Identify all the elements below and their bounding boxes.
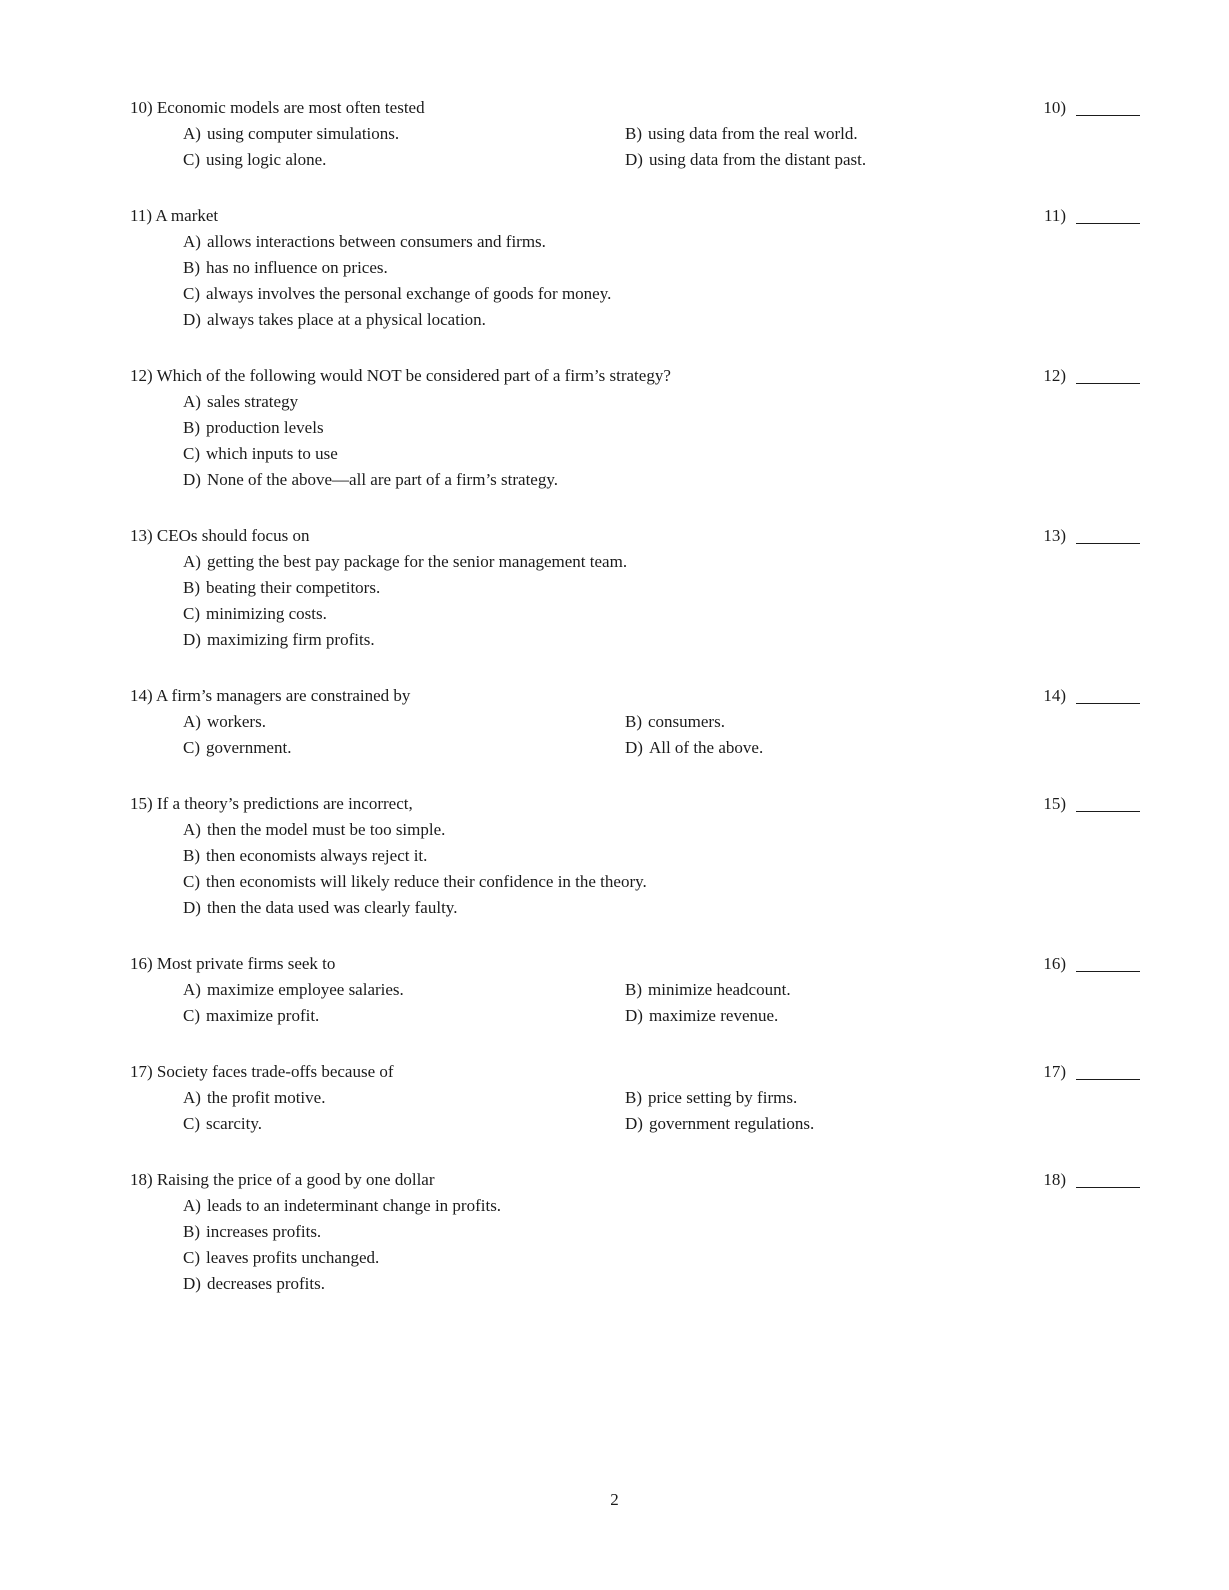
choice-C <box>183 1003 625 1029</box>
choice-D <box>625 1111 1140 1137</box>
answer-blank <box>1076 527 1140 544</box>
question-11 <box>130 203 1140 333</box>
question-stem: 15) If a theory’s predictions are incorrect, <box>130 794 413 813</box>
choices <box>183 1085 1140 1137</box>
choice-text: maximizing firm profits. <box>206 630 375 649</box>
choice-A <box>183 229 1140 255</box>
answer-blank <box>1076 207 1140 224</box>
choices <box>183 977 1140 1029</box>
choice-label: B) <box>183 846 200 865</box>
choices <box>183 817 1140 921</box>
choice-C <box>183 735 625 761</box>
answer-number: 18) <box>1043 1170 1066 1189</box>
choice-text: the profit motive. <box>206 1088 326 1107</box>
choice-D <box>183 627 1140 653</box>
answer-slot <box>1043 791 1140 817</box>
answer-number: 16) <box>1043 954 1066 973</box>
choice-label: A) <box>183 552 201 571</box>
answer-slot <box>1043 683 1140 709</box>
choice-label: D) <box>625 150 643 169</box>
choice-text: leads to an indeterminant change in profits. <box>206 1196 502 1215</box>
choice-label: C) <box>183 150 200 169</box>
choice-label: B) <box>183 418 200 437</box>
question-stem: 12) Which of the following would NOT be considered part of a firm’s strategy? <box>130 366 671 385</box>
answer-number: 10) <box>1043 98 1066 117</box>
choice-text: leaves profits unchanged. <box>206 1248 380 1267</box>
answer-blank <box>1076 687 1140 704</box>
question-10 <box>130 95 1140 173</box>
answer-number: 11) <box>1043 206 1066 225</box>
choice-label: A) <box>183 1196 201 1215</box>
answer-number: 13) <box>1043 526 1066 545</box>
answer-slot <box>1043 1167 1140 1193</box>
choice-C <box>183 1245 1140 1271</box>
choice-B <box>625 977 1140 1003</box>
choice-text: maximize profit. <box>206 1006 320 1025</box>
choice-label: A) <box>183 1088 201 1107</box>
choice-C <box>183 281 1140 307</box>
choice-label: C) <box>183 738 200 757</box>
choice-label: C) <box>183 1006 200 1025</box>
choice-label: B) <box>625 712 642 731</box>
choice-D <box>183 1271 1140 1297</box>
choice-label: D) <box>183 1274 201 1293</box>
choice-label: B) <box>183 578 200 597</box>
choice-text: then economists always reject it. <box>206 846 428 865</box>
choice-D <box>625 735 1140 761</box>
question-17 <box>130 1059 1140 1137</box>
choices <box>183 549 1140 653</box>
choice-A <box>183 121 625 147</box>
choice-text: getting the best pay package for the senior management team. <box>206 552 628 571</box>
choice-B <box>625 709 1140 735</box>
choice-B <box>183 843 1140 869</box>
choice-text: government. <box>206 738 292 757</box>
choice-label: B) <box>625 124 642 143</box>
choice-text: production levels <box>206 418 324 437</box>
question-13 <box>130 523 1140 653</box>
choice-label: C) <box>183 872 200 891</box>
choice-text: using computer simulations. <box>206 124 400 143</box>
choice-D <box>183 895 1140 921</box>
question-stem: 10) Economic models are most often tested <box>130 98 425 117</box>
choice-label: D) <box>625 738 643 757</box>
choice-label: C) <box>183 444 200 463</box>
question-16 <box>130 951 1140 1029</box>
choice-label: A) <box>183 712 201 731</box>
question-stem: 18) Raising the price of a good by one dollar <box>130 1170 435 1189</box>
choice-C <box>183 147 625 173</box>
answer-number: 12) <box>1043 366 1066 385</box>
choice-A <box>183 549 1140 575</box>
answer-number: 15) <box>1043 794 1066 813</box>
choice-A <box>183 977 625 1003</box>
choice-text: sales strategy <box>206 392 299 411</box>
choice-label: C) <box>183 1114 200 1133</box>
choice-B <box>625 121 1140 147</box>
choice-A <box>183 817 1140 843</box>
choice-D <box>625 1003 1140 1029</box>
choice-label: B) <box>625 980 642 999</box>
choice-text: using data from the distant past. <box>648 150 867 169</box>
choice-A <box>183 1193 1140 1219</box>
choice-label: D) <box>183 898 201 917</box>
question-12 <box>130 363 1140 493</box>
choices <box>183 121 1140 173</box>
choice-label: D) <box>183 310 201 329</box>
choice-text: scarcity. <box>206 1114 263 1133</box>
choices <box>183 709 1140 761</box>
choice-B <box>625 1085 1140 1111</box>
choice-B <box>183 1219 1140 1245</box>
choice-D <box>625 147 1140 173</box>
question-14 <box>130 683 1140 761</box>
choices <box>183 389 1140 493</box>
choice-A <box>183 389 1140 415</box>
choice-label: C) <box>183 284 200 303</box>
choice-label: A) <box>183 392 201 411</box>
choice-text: then the data used was clearly faulty. <box>206 898 458 917</box>
question-stem: 13) CEOs should focus on <box>130 526 310 545</box>
choice-text: None of the above—all are part of a firm’s strategy. <box>206 470 558 489</box>
choice-text: beating their competitors. <box>206 578 381 597</box>
choice-text: using logic alone. <box>206 150 327 169</box>
choice-text: All of the above. <box>648 738 764 757</box>
choice-D <box>183 307 1140 333</box>
choice-text: minimize headcount. <box>648 980 791 999</box>
choice-label: C) <box>183 604 200 623</box>
choice-C <box>183 869 1140 895</box>
answer-blank <box>1076 1171 1140 1188</box>
choice-label: B) <box>625 1088 642 1107</box>
answer-number: 17) <box>1043 1062 1066 1081</box>
choice-label: B) <box>183 258 200 277</box>
choice-text: using data from the real world. <box>648 124 858 143</box>
choice-text: maximize revenue. <box>648 1006 779 1025</box>
choice-label: C) <box>183 1248 200 1267</box>
choice-text: has no influence on prices. <box>206 258 388 277</box>
choice-label: D) <box>183 630 201 649</box>
choice-C <box>183 441 1140 467</box>
question-stem: 17) Society faces trade-offs because of <box>130 1062 394 1081</box>
choice-label: A) <box>183 980 201 999</box>
answer-slot <box>1044 203 1140 229</box>
answer-slot <box>1043 363 1140 389</box>
choice-label: D) <box>183 470 201 489</box>
question-stem: 11) A market <box>130 206 219 225</box>
choice-B <box>183 575 1140 601</box>
choice-label: A) <box>183 124 201 143</box>
choices <box>183 229 1140 333</box>
choice-C <box>183 1111 625 1137</box>
choice-text: always involves the personal exchange of goods for money. <box>206 284 612 303</box>
answer-slot <box>1043 95 1140 121</box>
choice-text: always takes place at a physical location. <box>206 310 486 329</box>
question-15 <box>130 791 1140 921</box>
answer-slot <box>1043 1059 1140 1085</box>
choice-text: decreases profits. <box>206 1274 325 1293</box>
choice-A <box>183 1085 625 1111</box>
question-18 <box>130 1167 1140 1297</box>
choice-label: A) <box>183 820 201 839</box>
answer-blank <box>1076 795 1140 812</box>
choice-text: increases profits. <box>206 1222 322 1241</box>
choice-label: B) <box>183 1222 200 1241</box>
choice-label: A) <box>183 232 201 251</box>
choice-text: minimizing costs. <box>206 604 327 623</box>
choice-text: workers. <box>206 712 266 731</box>
choice-B <box>183 415 1140 441</box>
answer-blank <box>1076 367 1140 384</box>
page-number: 2 <box>610 1490 619 1509</box>
choice-B <box>183 255 1140 281</box>
choice-label: D) <box>625 1006 643 1025</box>
choice-C <box>183 601 1140 627</box>
answer-number: 14) <box>1043 686 1066 705</box>
choice-text: then the model must be too simple. <box>206 820 446 839</box>
question-stem: 16) Most private firms seek to <box>130 954 336 973</box>
answer-blank <box>1076 99 1140 116</box>
choice-text: price setting by firms. <box>648 1088 798 1107</box>
choice-label: D) <box>625 1114 643 1133</box>
choice-text: then economists will likely reduce their confidence in the theory. <box>206 872 647 891</box>
choice-text: allows interactions between consumers and firms. <box>206 232 546 251</box>
choice-text: government regulations. <box>648 1114 815 1133</box>
choice-D <box>183 467 1140 493</box>
choice-text: consumers. <box>648 712 725 731</box>
answer-slot <box>1043 523 1140 549</box>
choices <box>183 1193 1140 1297</box>
choice-A <box>183 709 625 735</box>
question-stem: 14) A firm’s managers are constrained by <box>130 686 411 705</box>
answer-slot <box>1043 951 1140 977</box>
answer-blank <box>1076 955 1140 972</box>
choice-text: which inputs to use <box>206 444 338 463</box>
answer-blank <box>1076 1063 1140 1080</box>
choice-text: maximize employee salaries. <box>206 980 404 999</box>
